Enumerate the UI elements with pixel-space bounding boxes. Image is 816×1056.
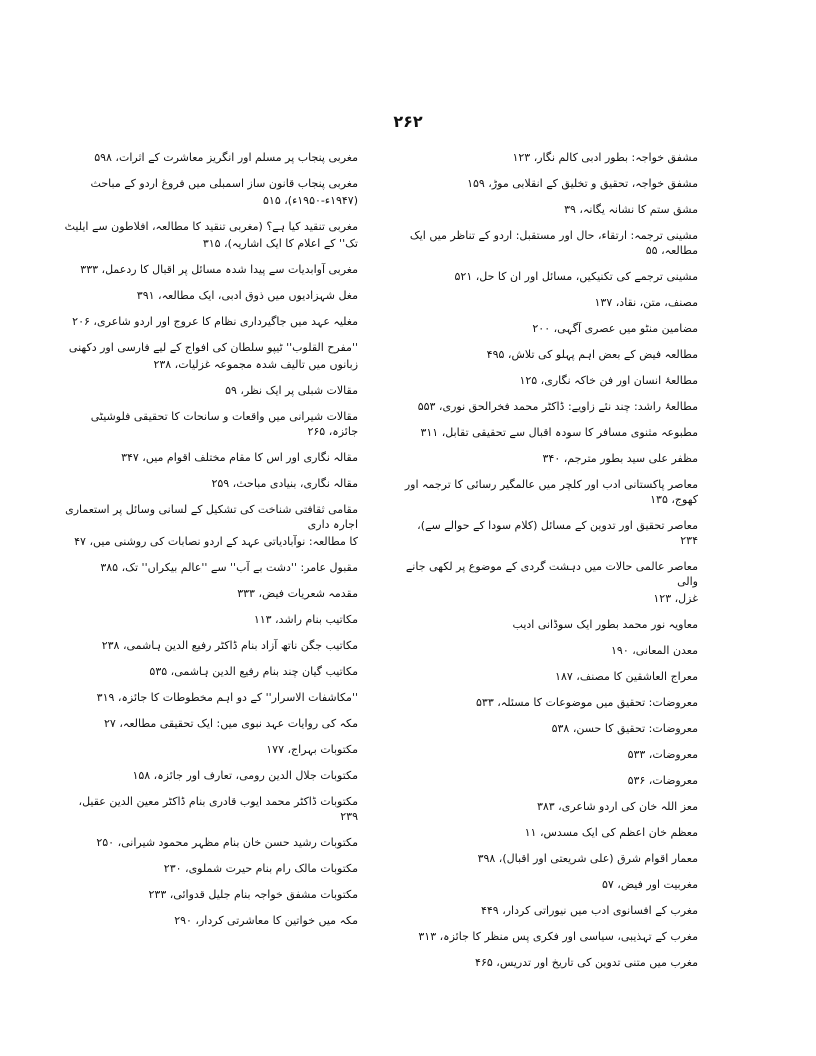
index-entry: مکاتیب بنام راشد، ۱۱۳: [253, 613, 358, 626]
index-column-left: [58, 150, 358, 939]
index-entry: مشینی ترجمے کی تکنیکیں، مسائل اور ان کا حل، ۵۲۱: [454, 270, 698, 283]
index-entry: معدن المعانی، ۱۹۰: [611, 644, 698, 657]
index-entry: مشق ستم کا نشانہ یگانہ، ۳۹: [564, 203, 698, 216]
index-entry: مغربی آوابدیات سے پیدا شدہ مسائل پر اقبال کا ردعمل، ۳۳۳: [80, 263, 358, 276]
index-entry: ''مفرح القلوب'' ٹیپو سلطان کی افواج کے لیے فارسی اور دکھنی: [68, 341, 358, 354]
index-entry: معظم خان اعظم کی ایک مسدس، ۱۱: [524, 826, 698, 839]
index-entry: مغربی پنجاب پر مسلم اور انگریز معاشرت کے اثرات، ۵۹۸: [94, 151, 358, 164]
index-entry: مغربی تنقید کیا ہے؟ (مغربی تنقید کا مطالعہ، افلاطون سے ایلیٹ: [64, 220, 358, 233]
index-entry: مکتوبات مشفق خواجہ بنام جلیل قدوائی، ۲۳۳: [148, 888, 358, 901]
index-entry: مقالات شیرانی میں واقعات و سانحات کا تحقیقی فلوشیٹی جائزہ، ۲۶۵: [90, 410, 358, 438]
index-entry: معاصر تحقیق اور تدوین کے مسائل (کلام سودا کے حوالے سے)، ۲۳۴: [417, 519, 698, 547]
index-entry: مضامین منٹو میں عصری آگہی، ۲۰۰: [532, 322, 698, 335]
index-entry: مصنف، متن، نقاد، ۱۳۷: [594, 296, 698, 309]
index-entry: معروضات: تحقیق کا حسن، ۵۳۸: [551, 722, 698, 735]
index-entry: مکاتیب گیان چند بنام رفیع الدین ہاشمی، ۵۳۵: [149, 665, 358, 678]
index-entry: معاصر عالمی حالات میں دہشت گردی کے موضوع پر لکھی جانے والی: [405, 560, 698, 588]
index-entry: تک'' کے اعلام کا ایک اشاریہ)، ۳۱۵: [202, 237, 358, 250]
index-entry: مغل شہزادیوں میں ذوق ادبی، ایک مطالعہ، ۳۹۱: [136, 289, 358, 302]
index-entry: مغربی پنجاب قانون ساز اسمبلی میں فروغ اردو کے مباحث: [90, 177, 358, 190]
index-entry: کا مطالعہ: نوآبادیاتی عہد کے اردو نصابات کی روشنی میں، ۴۷: [74, 535, 358, 548]
index-column-right: [398, 150, 698, 981]
index-entry: مغرب کے تہذیبی، سیاسی اور فکری پس منظر کا جائزہ، ۳۱۳: [418, 930, 698, 943]
index-entry: مقالہ نگاری، بنیادی مباحث، ۲۵۹: [211, 477, 358, 490]
index-entry: غزل، ۱۲۳: [653, 592, 698, 605]
index-entry: مظفر علی سید بطور مترجم، ۳۴۰: [542, 452, 698, 465]
index-entry: مقالہ نگاری اور اس کا مقام مختلف اقوام میں، ۳۴۷: [121, 451, 358, 464]
index-entry: مطالعہ فیض کے بعض اہم پہلو کی تلاش، ۴۹۵: [486, 348, 698, 361]
index-entry: مکتوبات مالک رام بنام حیرت شملوی، ۲۳۰: [163, 862, 358, 875]
index-entry: (۱۹۴۷ء-۱۹۵۰ء)، ۵۱۵: [263, 194, 358, 207]
index-entry: مشینی ترجمہ: ارتقاء، حال اور مستقبل: اردو کے تناظر میں ایک مطالعہ، ۵۵: [409, 229, 698, 257]
index-entry: مشفق خواجہ، تحقیق و تخلیق کے انقلابی موڑ، ۱۵۹: [467, 177, 698, 190]
index-entry: مقالات شبلی پر ایک نظر، ۵۹: [225, 384, 358, 397]
index-entry: مقبول عامر: ''دشت بے آب'' سے ''عالم بیکراں'' تک، ۳۸۵: [100, 561, 358, 574]
index-entry: مطبوعہ مثنوی مسافر کا سودہ اقبال سے تحقیقی تقابل، ۳۱۱: [420, 426, 698, 439]
index-entry: معروضات، ۵۳۶: [627, 774, 698, 787]
index-entry: مکتوبات ڈاکٹر محمد ایوب قادری بنام ڈاکٹر معین الدین عقیل، ۲۳۹: [78, 795, 358, 823]
index-entry: مشفق خواجہ: بطور ادبی کالم نگار، ۱۲۳: [512, 151, 698, 164]
index-entry: مغلیہ عہد میں جاگیرداری نظام کا عروج اور اردو شاعری، ۲۰۶: [72, 315, 358, 328]
index-entry: معراج العاشقین کا مصنف، ۱۸۷: [555, 670, 698, 683]
index-entry: مکہ میں خواتین کا معاشرتی کردار، ۲۹۰: [174, 914, 358, 927]
index-entry: مکتوبات جلال الدین رومی، تعارف اور جائزہ، ۱۵۸: [132, 769, 358, 782]
index-entry: مقامی ثقافتی شناخت کی تشکیل کے لسانی وسائل پر استعماری اجارہ داری: [65, 503, 358, 531]
index-entry: مطالعۂ راشد: چند نئے زاویے: ڈاکٹر محمد فخرالحق نوری، ۵۵۳: [417, 400, 698, 413]
index-entry: معز اللہ خان کی اردو شاعری، ۳۸۳: [536, 800, 698, 813]
index-entry: معمار اقوام شرق (علی شریعتی اور اقبال)، ۳۹۸: [477, 852, 698, 865]
index-entry: معاصر پاکستانی ادب اور کلچر میں عالمگیر رسائی کا ترجمہ اور کھوج، ۱۳۵: [404, 478, 698, 506]
index-entry: مکتوبات رشید حسن خان بنام مظہر محمود شیرانی، ۲۵۰: [96, 836, 358, 849]
index-entry: معاویہ نور محمد بطور ایک سوڈانی ادیب: [512, 618, 698, 631]
index-entry: مقدمہ شعریات فیض، ۳۳۳: [237, 587, 358, 600]
index-entry: مکتوبات بہراج، ۱۷۷: [266, 743, 358, 756]
index-entry: معروضات: تحقیق میں موضوعات کا مسئلہ، ۵۳۳: [476, 696, 698, 709]
index-entry: معروضات، ۵۳۳: [627, 748, 698, 761]
index-entry: مطالعۂ انسان اور فن خاکہ نگاری، ۱۲۵: [519, 374, 698, 387]
index-entry: زبانوں میں تالیف شدہ مجموعہ غزلیات، ۲۳۸: [153, 358, 358, 371]
index-entry: مغربیت اور فیض، ۵۷: [601, 878, 698, 891]
page-number: ۲۶۲: [393, 112, 423, 131]
index-entry: مکاتیب جگن ناتھ آزاد بنام ڈاکٹر رفیع الدین ہاشمی، ۲۳۸: [101, 639, 358, 652]
index-entry: مکہ کی روایات عہد نبوی میں: ایک تحقیقی مطالعہ، ۲۷: [104, 717, 358, 730]
index-entry: مغرب میں متنی تدوین کی تاریخ اور تدریس، ۴۶۵: [475, 956, 698, 969]
index-entry: ''مکاشفات الاسرار'' کے دو اہم مخطوطات کا جائزہ، ۳۱۹: [96, 691, 358, 704]
index-entry: مغرب کے افسانوی ادب میں نیوراتی کردار، ۴۴۹: [480, 904, 698, 917]
